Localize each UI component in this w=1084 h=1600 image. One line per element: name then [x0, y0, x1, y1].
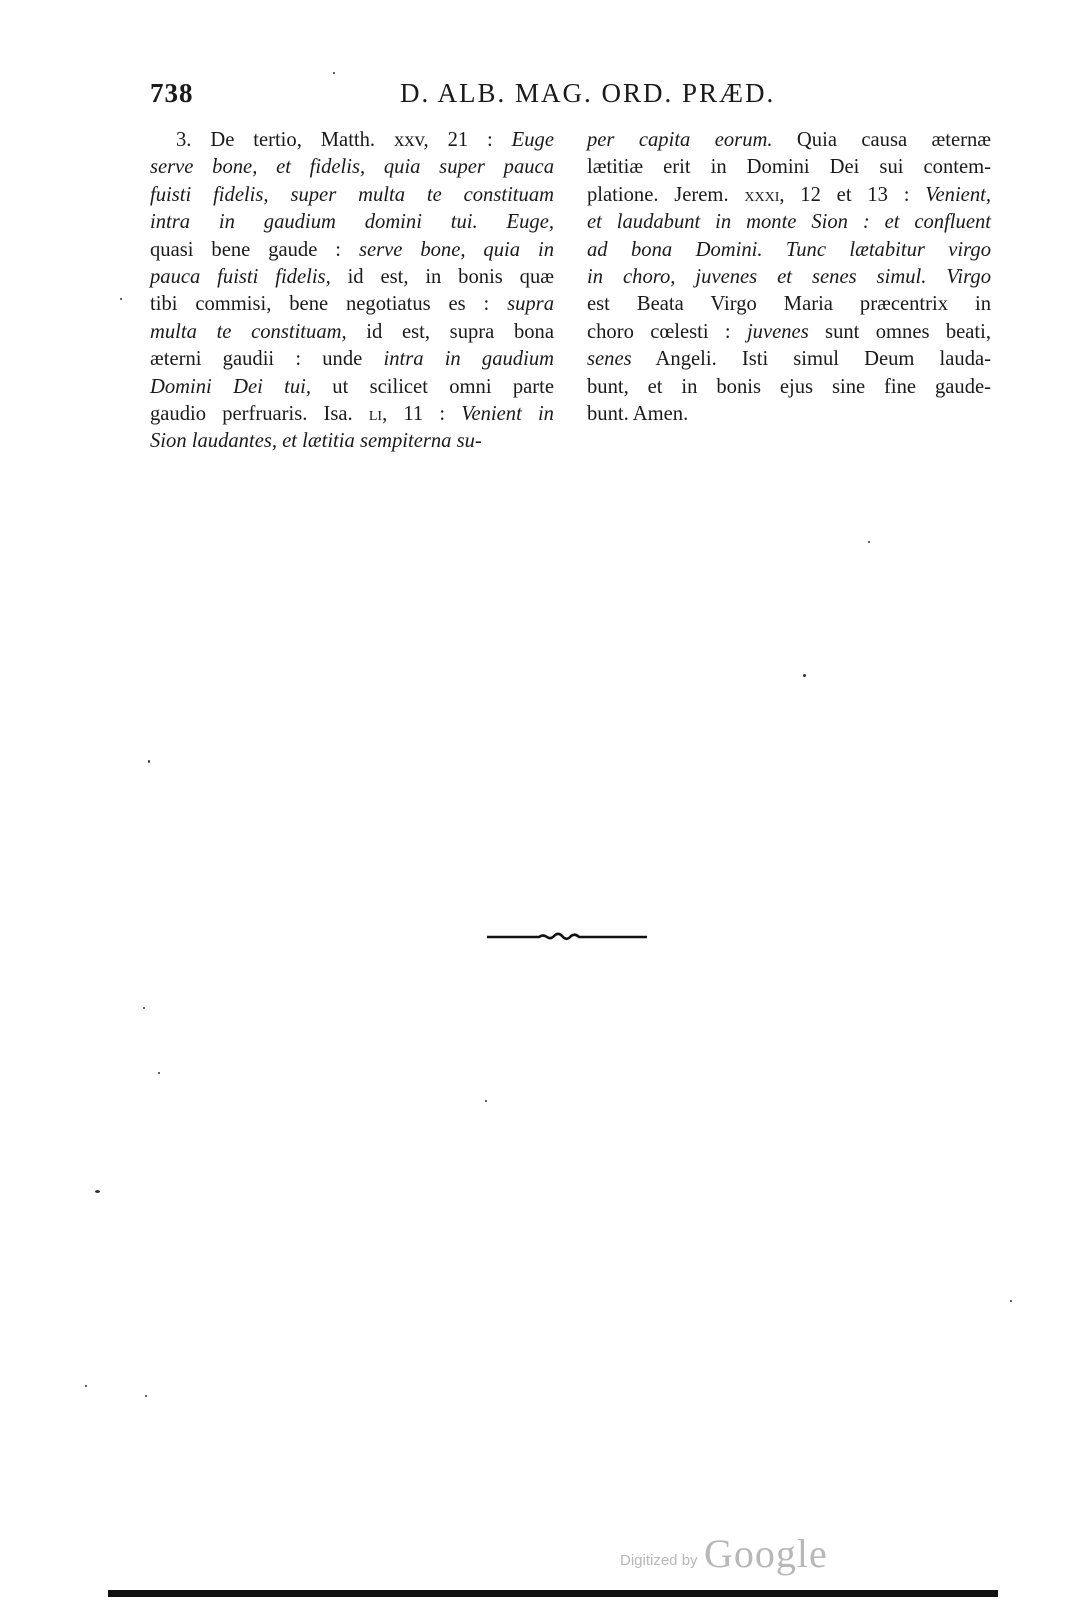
text-line: [587, 291, 991, 318]
italic-run: Domini Dei tui,: [150, 375, 311, 398]
text-line: [587, 374, 991, 401]
end-ornament: [487, 930, 647, 944]
italic-run: serve bone, quia in: [358, 238, 554, 261]
text-run: id est, in bonis quæ: [330, 265, 554, 288]
italic-run: Sion laudantes, et lætitia sempiterna su-: [150, 430, 482, 453]
page-header: [150, 78, 1000, 118]
text-line: [150, 264, 554, 291]
text-line: [150, 209, 554, 236]
text-line: [150, 127, 554, 154]
scan-speck: [333, 72, 335, 74]
text-run: æterni gaudii : unde: [150, 348, 384, 371]
italic-run: intra in gaudium: [383, 348, 554, 371]
text-run: lætitiæ erit in Domini Dei sui contem-: [587, 156, 991, 179]
watermark-prefix: Digitized by: [620, 1552, 698, 1569]
text-run: , 11 :: [382, 402, 462, 425]
italic-run: supra: [507, 293, 554, 316]
text-line: [150, 291, 554, 318]
text-line: [150, 154, 554, 181]
text-line: [150, 374, 554, 401]
text-line: [587, 346, 991, 373]
text-line: [587, 127, 991, 154]
text-line: [587, 401, 991, 428]
text-run: , 12 et 13 :: [779, 183, 926, 206]
scan-speck: [143, 1007, 145, 1009]
text-run: gaudio perfruaris. Isa.: [150, 402, 369, 425]
text-line: [587, 264, 991, 291]
scan-speck: [85, 1385, 87, 1387]
scan-edge-rule: [108, 1590, 998, 1597]
text-line: [150, 346, 554, 373]
text-run: ut scilicet omni parte: [311, 375, 554, 398]
scan-speck: [120, 298, 122, 300]
running-head: D. ALB. MAG. ORD. PRÆD.: [400, 78, 776, 108]
text-run: Quia causa æternæ: [772, 129, 991, 151]
text-run: Angeli. Isti simul Deum lauda-: [631, 348, 991, 371]
italic-run: ad bona Domini. Tunc lætabitur virgo: [587, 238, 991, 261]
italic-run: Venient in: [461, 402, 554, 425]
scan-speck: [95, 1190, 100, 1193]
text-line: [150, 319, 554, 346]
text-line: [587, 154, 991, 181]
text-line: [587, 182, 991, 209]
italic-run: per capita eorum.: [587, 129, 773, 151]
text-run: bunt, et in bonis ejus sine fine gaude-: [587, 375, 991, 398]
scan-speck: [868, 541, 870, 543]
text-line: [587, 237, 991, 264]
italic-run: multa te constituam,: [150, 320, 347, 343]
scan-speck: [485, 1100, 487, 1102]
scan-speck: [158, 1072, 160, 1074]
italic-run: fuisti fidelis, super multa te constituam: [150, 183, 554, 206]
italic-run: pauca fuisti fidelis,: [150, 265, 331, 288]
italic-run: et laudabunt in monte Sion : et confluent: [587, 211, 991, 234]
text-run: choro cœlesti :: [587, 320, 747, 343]
scan-speck: [145, 1395, 147, 1397]
text-run: platione. Jerem.: [587, 183, 745, 206]
text-line: [587, 209, 991, 236]
text-line: [150, 182, 554, 209]
text-run: bunt. Amen.: [587, 402, 689, 425]
italic-run: Euge: [511, 129, 554, 151]
text-column-left: [150, 127, 554, 456]
scan-speck: [803, 674, 806, 677]
small-caps-run: li: [368, 402, 383, 425]
italic-run: Venient,: [925, 183, 991, 206]
text-line: [150, 401, 554, 428]
italic-run: intra in gaudium domini tui. Euge,: [150, 211, 554, 234]
text-line: [150, 237, 554, 264]
text-line: [587, 319, 991, 346]
text-column-right: [587, 127, 991, 428]
watermark-logo: Google: [704, 1531, 828, 1576]
text-run: quasi bene gaude :: [150, 238, 359, 261]
small-caps-run: xxxi: [744, 183, 780, 206]
italic-run: in choro, juvenes et senes simul. Virgo: [587, 265, 991, 288]
italic-run: serve bone, et fidelis, quia super pauca: [150, 156, 554, 179]
text-run: est Beata Virgo Maria præcentrix in: [587, 293, 991, 316]
text-run: sunt omnes beati,: [808, 320, 991, 343]
text-run: id est, supra bona: [346, 320, 554, 343]
scan-speck: [1010, 1300, 1012, 1302]
text-run: 3. De tertio, Matth. xxv, 21 :: [176, 129, 512, 151]
scan-speck: [148, 760, 150, 763]
text-line: [150, 428, 554, 455]
page-number: 738: [150, 78, 194, 108]
text-run: tibi commisi, bene negotiatus es :: [150, 293, 508, 316]
italic-run: juvenes: [746, 320, 809, 343]
italic-run: senes: [587, 348, 632, 371]
